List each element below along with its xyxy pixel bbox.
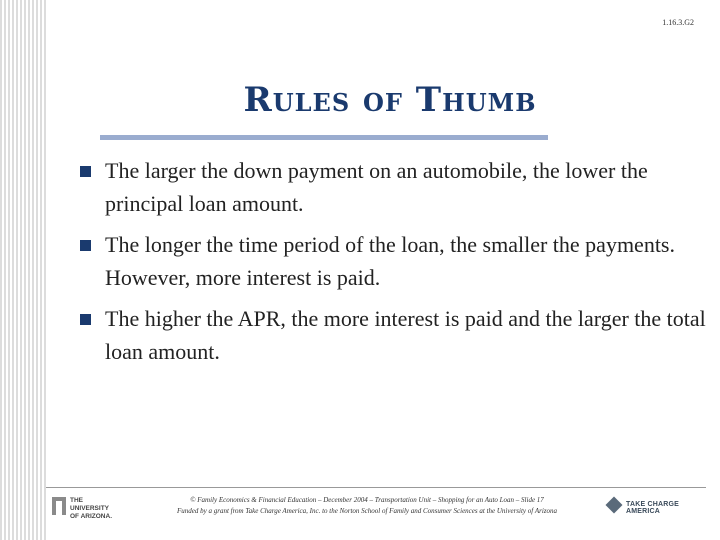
university-logo-line2: OF ARIZONA. xyxy=(70,513,113,520)
bullet-item xyxy=(78,228,708,294)
slide-code: 1.16.3.G2 xyxy=(662,18,694,27)
footer-credits xyxy=(128,495,606,517)
footer-divider xyxy=(46,487,706,488)
bullet-text: The larger the down payment on an automobile, the lower the principal loan amount. xyxy=(105,158,648,216)
bullet-text: The longer the time period of the loan, the smaller the payments. However, more interest is paid. xyxy=(105,232,675,290)
take-charge-logo-text: TAKE CHARGE AMERICA xyxy=(626,501,680,515)
bullet-item xyxy=(78,154,708,220)
bullet-text: The higher the APR, the more interest is paid and the larger the total loan amount. xyxy=(105,306,706,364)
arizona-a-icon xyxy=(52,497,66,515)
title-underline xyxy=(100,135,548,140)
university-logo-text xyxy=(70,497,122,521)
square-bullet-icon xyxy=(80,240,91,251)
bullet-item xyxy=(78,302,708,368)
left-stripe-decoration xyxy=(0,0,46,540)
square-bullet-icon xyxy=(80,314,91,325)
footer-line2: Funded by a grant from Take Charge America, Inc. to the Norton School of Family and Consumer Sciences at the University of Arizona xyxy=(176,507,558,515)
slide-title: Rules of Thumb xyxy=(243,80,537,120)
university-logo-line1: THE UNIVERSITY xyxy=(70,497,110,512)
footer-line1: © Family Economics & Financial Education – December 2004 – Transportation Unit – Shopping for an Auto Loan – Slide 17 xyxy=(190,496,544,504)
bullet-list xyxy=(78,154,708,376)
take-charge-america-logo xyxy=(608,497,704,515)
university-of-arizona-logo xyxy=(52,497,122,520)
square-bullet-icon xyxy=(80,166,91,177)
take-charge-diamond-icon xyxy=(606,497,623,514)
